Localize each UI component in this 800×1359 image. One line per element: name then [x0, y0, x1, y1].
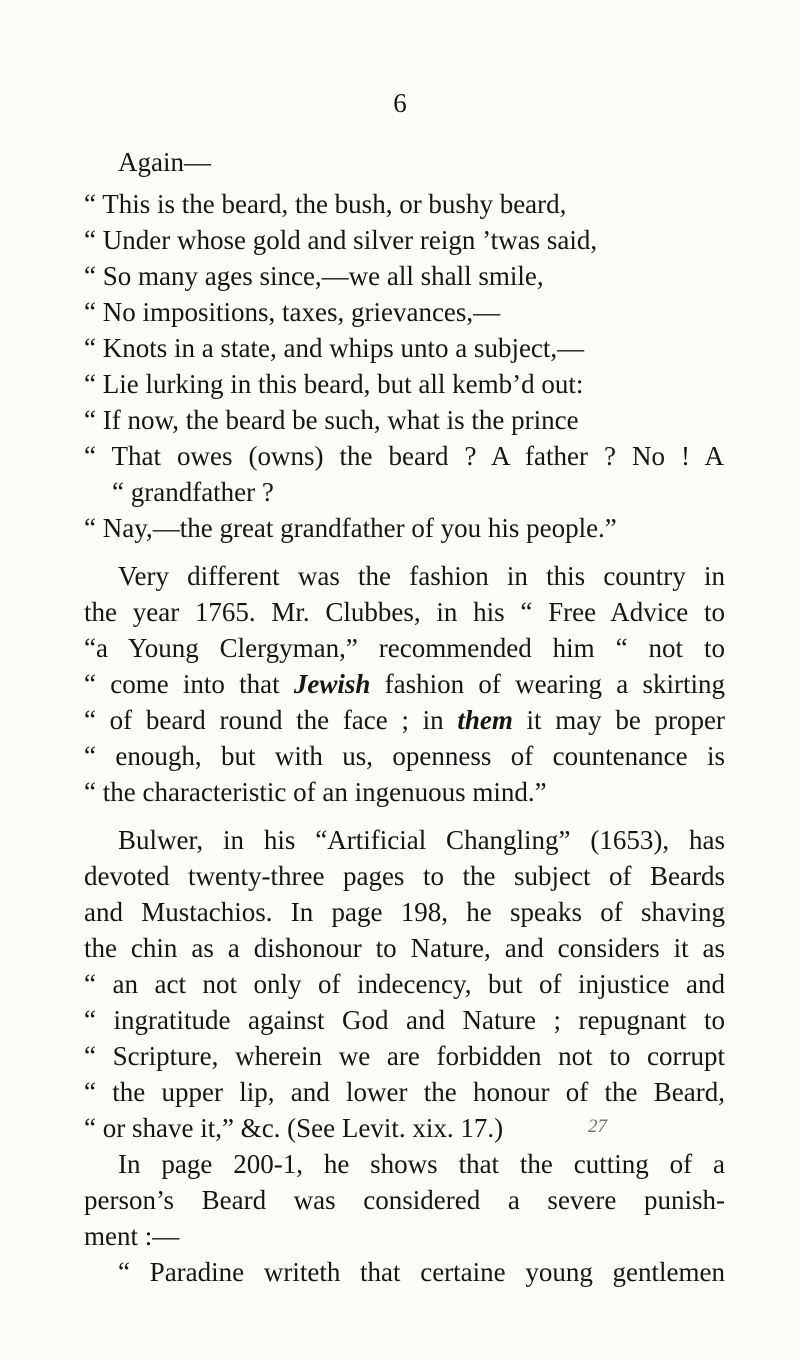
verse-line: “ Knots in a state, and whips unto a subject,— — [84, 333, 585, 363]
verse-line: “ So many ages since,—we all shall smile, — [84, 261, 544, 291]
text-line: Very different was the fashion in this country in — [118, 561, 725, 591]
italic-word: them — [457, 705, 513, 735]
text-line: “ enough, but with us, openness of countenance is — [84, 741, 725, 771]
text-line: “ the characteristic of an ingenuous mind.” — [84, 777, 547, 807]
italic-word: Jewish — [293, 669, 371, 699]
text-line: “ Scripture, wherein we are forbidden not to corrupt — [84, 1041, 725, 1071]
text-line: devoted twenty-three pages to the subject of Beards — [84, 861, 725, 891]
section-heading: Again— — [118, 147, 211, 177]
text-line: “a Young Clergyman,” recommended him “ not to — [84, 633, 725, 663]
marginal-note: 27 — [588, 1116, 607, 1137]
text-line: ment :— — [84, 1221, 180, 1251]
text-line: “ ingratitude against God and Nature ; repugnant to — [84, 1005, 725, 1035]
verse-line: “ If now, the beard be such, what is the prince — [84, 405, 579, 435]
text-line: “ Paradine writeth that certaine young gentlemen — [118, 1257, 725, 1287]
verse-line: “ That owes (owns) the beard ? A father ? No ! A — [84, 441, 724, 471]
text-line: “ an act not only of indecency, but of injustice and — [84, 969, 725, 999]
verse-line: “ Nay,—the great grandfather of you his people.” — [84, 513, 617, 543]
text-line: and Mustachios. In page 198, he speaks of shaving — [84, 897, 725, 927]
text-line: Bulwer, in his “Artificial Changling” (1653), has — [118, 825, 725, 855]
verse-line: “ Under whose gold and silver reign ’twas said, — [84, 225, 598, 255]
text-line: “ of beard round the face ; in them it may be proper — [84, 705, 725, 735]
verse-line: “ This is the beard, the bush, or bushy beard, — [84, 189, 567, 219]
verse-line: “ Lie lurking in this beard, but all kemb’d out: — [84, 369, 584, 399]
text-line: In page 200-1, he shows that the cutting of a — [118, 1149, 725, 1179]
text-line: “ come into that Jewish fashion of wearing a skirting — [84, 669, 725, 699]
text-line: person’s Beard was considered a severe punish- — [84, 1185, 725, 1215]
page-number: 6 — [393, 88, 407, 118]
text-line: “ or shave it,” &c. (See Levit. xix. 17.) — [84, 1113, 504, 1143]
text-line: “ the upper lip, and lower the honour of the Beard, — [84, 1077, 725, 1107]
verse-line: “ No impositions, taxes, grievances,— — [84, 297, 501, 327]
text-line: the chin as a dishonour to Nature, and considers it as — [84, 933, 725, 963]
text-line: the year 1765. Mr. Clubbes, in his “ Free Advice to — [84, 597, 725, 627]
verse-line: “ grandfather ? — [112, 477, 274, 507]
